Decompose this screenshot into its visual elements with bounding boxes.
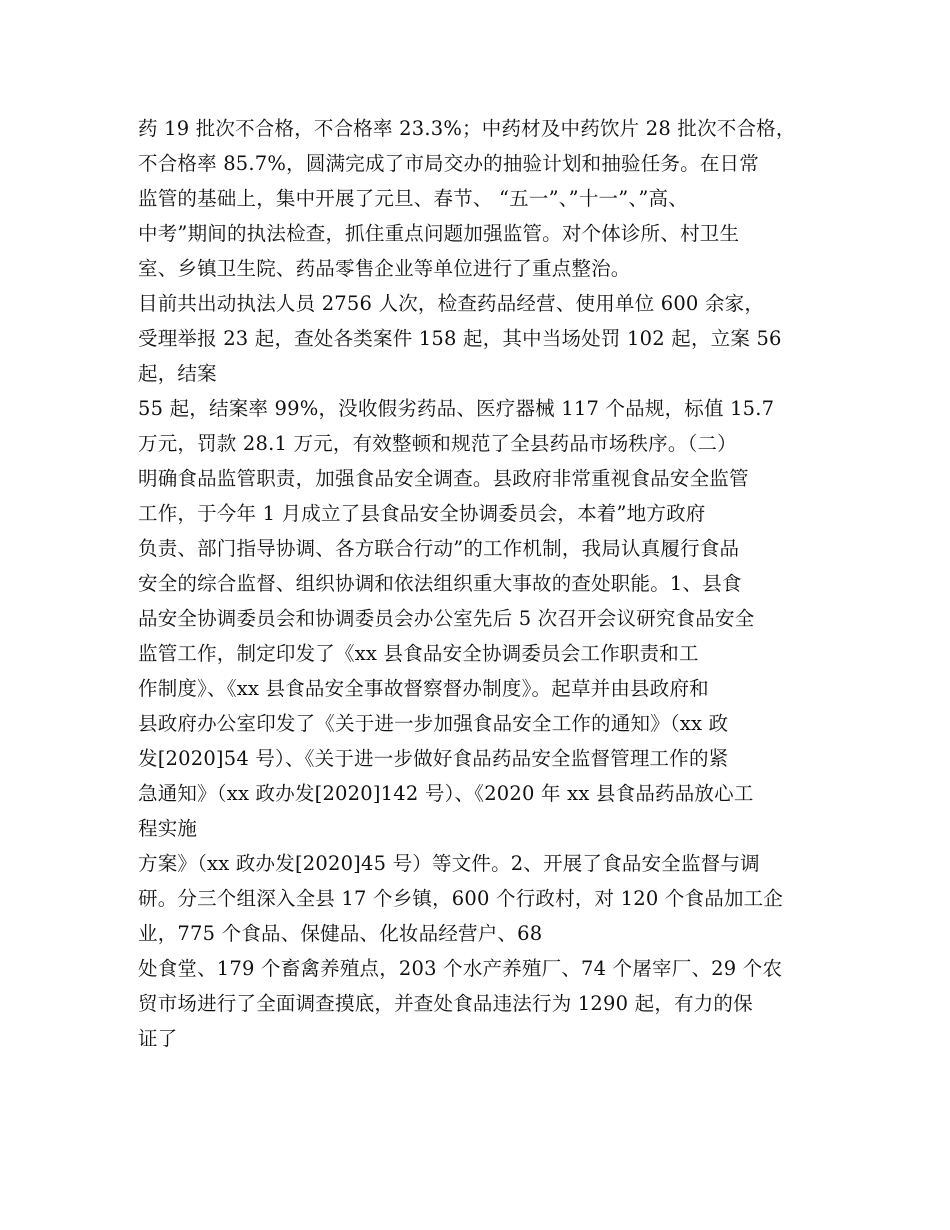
text-line: 明确食品监管职责，加强食品安全调查。县政府非常重视食品安全监管 bbox=[138, 467, 749, 490]
text-line: 安全的综合监督、组织协调和依法组织重大事故的查处职能。1、县食 bbox=[138, 572, 742, 595]
text-line: 监管的基础上，集中开展了元旦、春节、 “五一”、”十一”、”高、 bbox=[138, 187, 688, 210]
text-line: 室、乡镇卫生院、药品零售企业等单位进行了重点整治。 bbox=[138, 257, 631, 280]
text-line: 目前共出动执法人员 2756 人次，检查药品经营、使用单位 600 余家， bbox=[138, 292, 765, 315]
text-line: 受理举报 23 起，查处各类案件 158 起，其中当场处罚 102 起，立案 56 bbox=[138, 327, 782, 350]
text-line: 品安全协调委员会和协调委员会办公室先后 5 次召开会议研究食品安全 bbox=[138, 607, 755, 630]
text-line: 万元，罚款 28.1 万元，有效整顿和规范了全县药品市场秩序。（二） bbox=[138, 432, 737, 455]
text-line: 中考”期间的执法检查，抓住重点问题加强监管。对个体诊所、村卫生 bbox=[138, 222, 740, 245]
text-line: 程实施 bbox=[138, 817, 198, 840]
text-line: 药 19 批次不合格，不合格率 23.3%；中药材及中药饮片 28 批次不合格， bbox=[138, 117, 796, 140]
text-line: 作制度》、《xx 县食品安全事故督察督办制度》。起草并由县政府和 bbox=[138, 677, 709, 700]
text-line: 急通知》（xx 政办发[2020]142 号）、《2020 年 xx 县食品药品放心工 bbox=[138, 782, 754, 805]
text-line: 监管工作，制定印发了《xx 县食品安全协调委员会工作职责和工 bbox=[138, 642, 699, 665]
text-line: 证了 bbox=[138, 1027, 178, 1050]
body-text bbox=[138, 111, 838, 1056]
text-line: 县政府办公室印发了《关于进一步加强食品安全工作的通知》（xx 政 bbox=[138, 712, 729, 735]
text-line: 起，结案 bbox=[138, 362, 217, 385]
text-line: 处食堂、179 个畜禽养殖点，203 个水产养殖厂、74 个屠宰厂、29 个农 bbox=[138, 957, 783, 980]
text-line: 研。分三个组深入全县 17 个乡镇，600 个行政村，对 120 个食品加工企 bbox=[138, 887, 784, 910]
text-line: 55 起，结案率 99%，没收假劣药品、医疗器械 117 个品规，标值 15.7 bbox=[138, 397, 775, 420]
text-line: 不合格率 85.7%，圆满完成了市局交办的抽验计划和抽验任务。在日常 bbox=[138, 152, 759, 175]
text-line: 贸市场进行了全面调查摸底，并查处食品违法行为 1290 起，有力的保 bbox=[138, 992, 753, 1015]
text-line: 业，775 个食品、保健品、化妆品经营户、68 bbox=[138, 922, 543, 945]
text-line: 工作，于今年 1 月成立了县食品安全协调委员会，本着”地方政府 bbox=[138, 502, 706, 525]
text-line: 负责、部门指导协调、各方联合行动”的工作机制，我局认真履行食品 bbox=[138, 537, 740, 560]
text-line: 方案》（xx 政办发[2020]45 号）等文件。2、开展了食品安全监督与调 bbox=[138, 852, 760, 875]
text-line: 发[2020]54 号）、《关于进一步做好食品药品安全监督管理工作的紧 bbox=[138, 747, 729, 770]
